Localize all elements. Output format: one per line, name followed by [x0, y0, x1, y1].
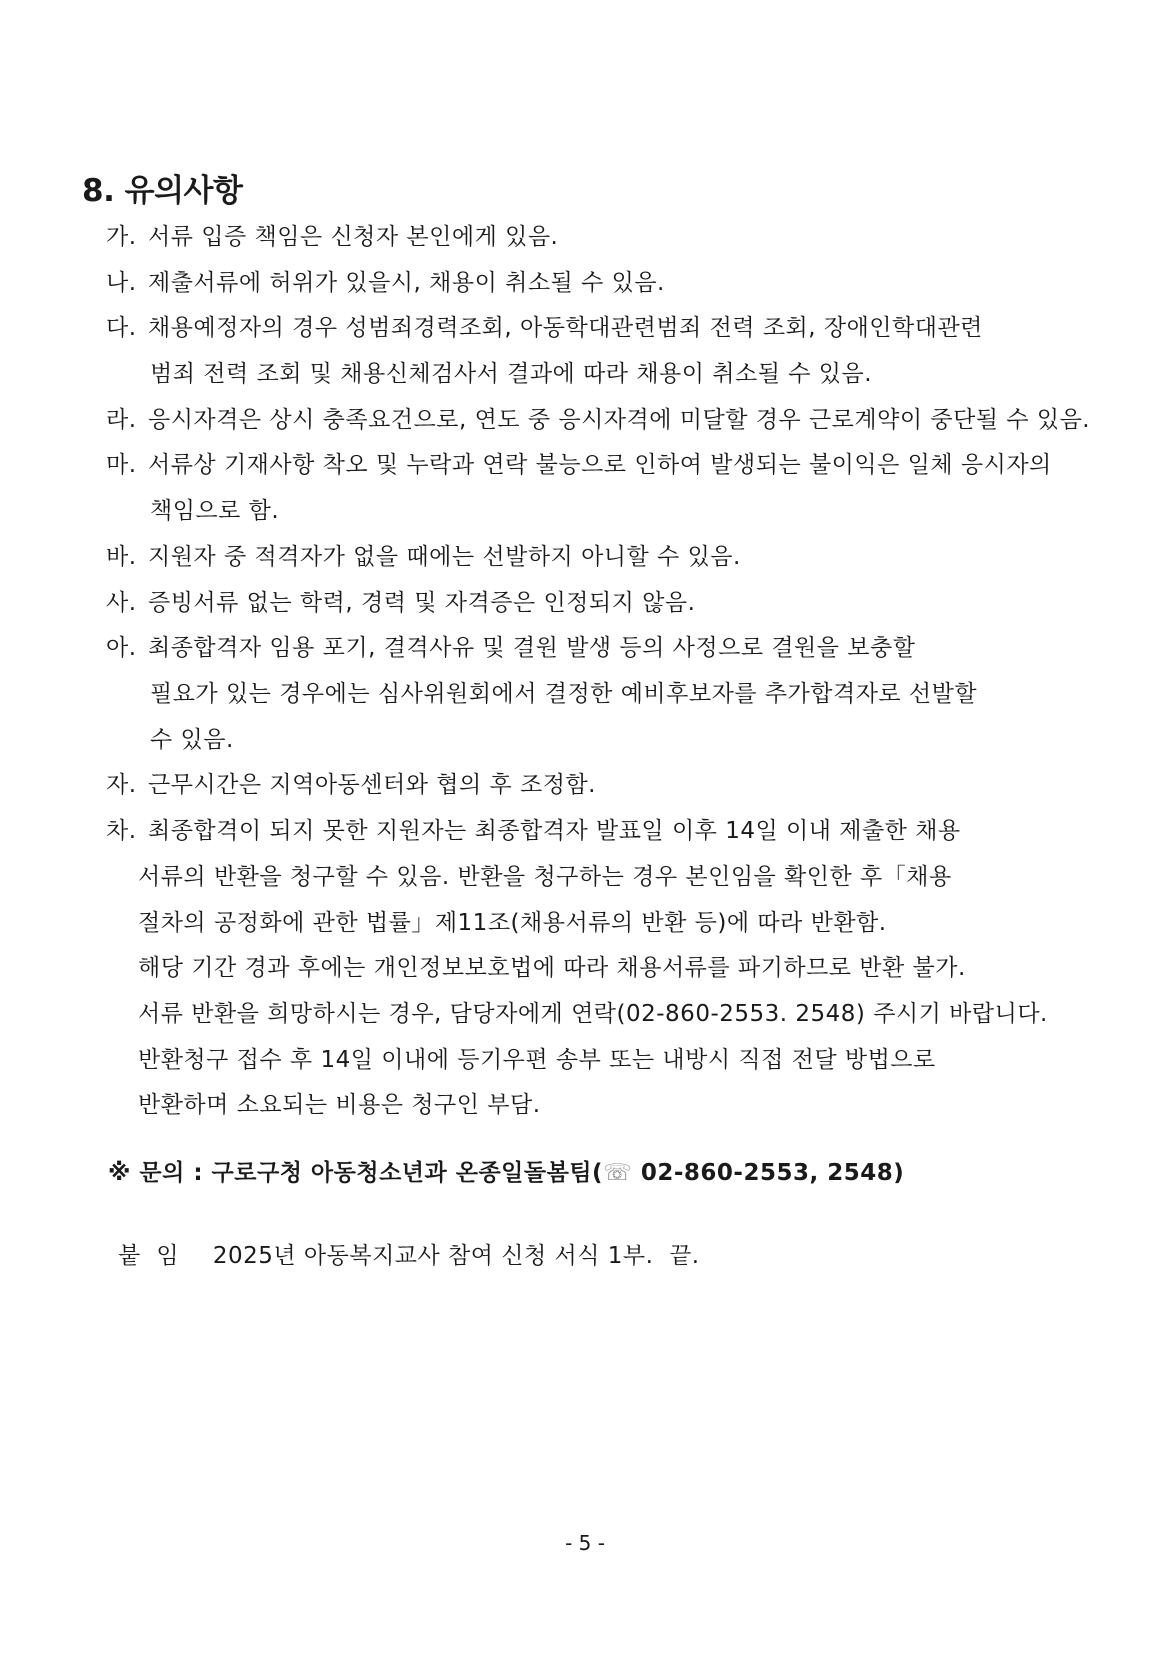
- list-item-continuation: [138, 862, 952, 892]
- list-item-continuation: [150, 496, 279, 526]
- inquiry-line: [108, 1158, 904, 1188]
- list-item: [106, 450, 1052, 480]
- item-marker: 다.: [106, 315, 137, 341]
- list-item-continuation: [150, 725, 234, 755]
- item-text: 증빙서류 없는 학력, 경력 및 자격증은 인정되지 않음.: [148, 590, 696, 616]
- list-item: [106, 268, 665, 298]
- item-text: 절차의 공정화에 관한 법률」제11조(채용서류의 반환 등)에 따라 반환함.: [138, 910, 887, 936]
- item-text: 서류의 반환을 청구할 수 있음. 반환을 청구하는 경우 본인임을 확인한 후「채용: [138, 864, 952, 890]
- phone-icon: ☏: [603, 1160, 633, 1186]
- item-marker: 아.: [106, 635, 137, 661]
- item-text: 필요가 있는 경우에는 심사위원회에서 결정한 예비후보자를 추가합격자로 선발할: [150, 681, 978, 707]
- item-text: 서류상 기재사항 착오 및 누락과 연락 불능으로 인하여 발생되는 불이익은 일체 응시자의: [148, 452, 1052, 478]
- item-marker: 자.: [106, 772, 137, 798]
- item-text: 응시자격은 상시 충족요건으로, 연도 중 응시자격에 미달할 경우 근로계약이 중단될 수 있음.: [148, 407, 1091, 433]
- item-marker: 나.: [106, 270, 137, 296]
- item-marker: 바.: [106, 544, 137, 570]
- item-text: 제출서류에 허위가 있을시, 채용이 취소될 수 있음.: [148, 270, 665, 296]
- list-item: [106, 222, 558, 252]
- item-text: 최종합격이 되지 못한 지원자는 최종합격자 발표일 이후 14일 이내 제출한 채용: [148, 818, 961, 844]
- item-text: 서류 반환을 희망하시는 경우, 담당자에게 연락(02-860-2553. 2548) 주시기 바랍니다.: [138, 1001, 1048, 1027]
- list-item: [106, 405, 1090, 435]
- list-item-continuation: [150, 679, 977, 709]
- item-text: 지원자 중 적격자가 없을 때에는 선발하지 아니할 수 있음.: [148, 544, 741, 570]
- list-item: [106, 313, 983, 343]
- inquiry-phone: 02-860-2553, 2548): [632, 1160, 905, 1186]
- section-title: 8. 유의사항: [82, 173, 243, 209]
- item-marker: 차.: [106, 818, 137, 844]
- list-item-continuation: [138, 953, 966, 983]
- item-marker: 마.: [106, 452, 137, 478]
- item-text: 서류 입증 책임은 신청자 본인에게 있음.: [148, 224, 559, 250]
- reference-mark: ※: [108, 1160, 131, 1186]
- list-item: [106, 770, 596, 800]
- item-text: 반환하며 소요되는 비용은 청구인 부담.: [138, 1092, 541, 1118]
- item-text: 채용예정자의 경우 성범죄경력조회, 아동학대관련범죄 전력 조회, 장애인학대관련: [148, 315, 983, 341]
- item-marker: 사.: [106, 590, 137, 616]
- page-number: - 5 -: [565, 1531, 605, 1555]
- attachment-line: [118, 1241, 700, 1271]
- item-text: 최종합격자 임용 포기, 결격사유 및 결원 발생 등의 사정으로 결원을 보충할: [148, 635, 916, 661]
- item-marker: 가.: [106, 224, 137, 250]
- item-text: 근무시간은 지역아동센터와 협의 후 조정함.: [148, 772, 596, 798]
- item-text: 범죄 전력 조회 및 채용신체검사서 결과에 따라 채용이 취소될 수 있음.: [150, 361, 873, 387]
- list-item-continuation: [138, 1045, 936, 1075]
- item-text: 책임으로 함.: [150, 498, 280, 524]
- list-item: [106, 542, 741, 572]
- item-text: 반환청구 접수 후 14일 이내에 등기우편 송부 또는 내방시 직접 전달 방법으로: [138, 1047, 936, 1073]
- attachment-label: 붙 임: [118, 1243, 180, 1269]
- inquiry-text: 문의 : 구로구청 아동청소년과 온종일돌봄팀(: [139, 1160, 604, 1186]
- item-text: 해당 기간 경과 후에는 개인정보보호법에 따라 채용서류를 파기하므로 반환 불가.: [138, 955, 966, 981]
- list-item: [106, 588, 695, 618]
- item-text: 수 있음.: [150, 727, 234, 753]
- list-item-continuation: [138, 908, 887, 938]
- list-item-continuation: [138, 999, 1048, 1029]
- list-item: [106, 633, 915, 663]
- attachment-text: 2025년 아동복지교사 참여 신청 서식 1부. 끝.: [212, 1243, 700, 1269]
- list-item: [106, 816, 961, 846]
- list-item-continuation: [150, 359, 872, 389]
- list-item-continuation: [138, 1090, 541, 1120]
- item-marker: 라.: [106, 407, 137, 433]
